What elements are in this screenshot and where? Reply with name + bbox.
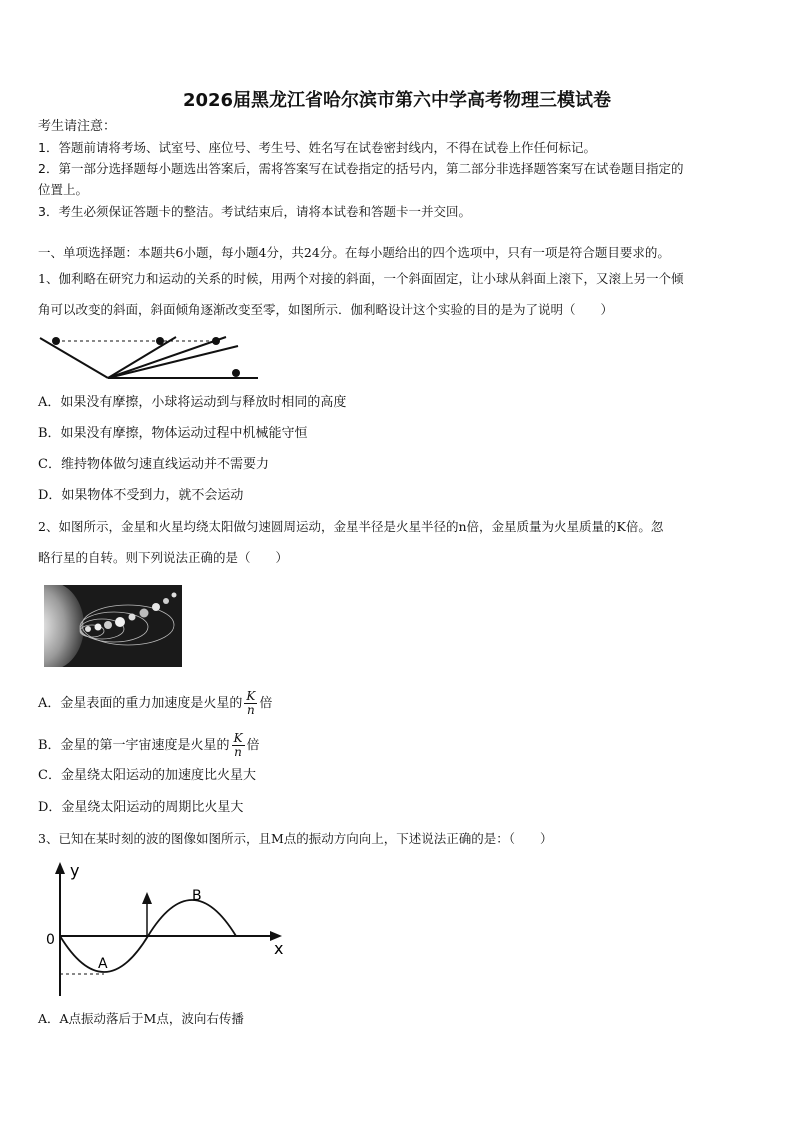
q2-option-b-suffix: 倍 [246,738,260,753]
q1-option-d: D．如果物体不受到力，就不会运动 [38,488,244,503]
q3-m-arrow-head [142,892,152,904]
q1-option-a: A．如果没有摩擦，小球将运动到与释放时相同的高度 [38,395,347,410]
q2-stem-line2: 略行星的自转。则下列说法正确的是（ ） [38,550,289,565]
fraction-numerator: K [233,731,243,745]
q2-option-a-text: A．金星表面的重力加速度是火星的 [38,696,243,711]
q3-x-label: x [274,939,284,958]
q1-stem-line1: 1、伽利略在研究力和运动的关系的时候，用两个对接的斜面，一个斜面固定，让小球从斜面上滚下，又滚上另一个倾 [38,271,684,286]
q1-ball-ground [232,369,240,377]
q2-option-a-fraction [244,690,257,717]
q1-ball-steep [156,337,164,345]
q2-option-b-text: B．金星的第一宇宙速度是火星的 [38,738,230,753]
notice-item-1: 1．答题前请将考场、试室号、座位号、考生号、姓名写在试卷密封线内，不得在试卷上作任何标记。 [38,140,596,155]
q1-option-c: C．维持物体做匀速直线运动并不需要力 [38,457,269,472]
q1-ball-start [52,337,60,345]
q1-inclines-diagram [38,332,262,384]
page-title: 2026届黑龙江省哈尔滨市第六中学高考物理三模试卷 [182,90,612,111]
q3-point-a-label: A [98,956,108,972]
q3-origin-label: 0 [46,932,55,948]
q3-y-axis-arrow [55,862,65,874]
q3-wave-graph [44,858,296,1002]
q2-option-c: C．金星绕太阳运动的加速度比火星大 [38,768,256,783]
section-heading: 一、单项选择题：本题共6小题，每小题4分，共24分。在每小题给出的四个选项中，只有一项是符合题目要求的。 [38,245,670,260]
q2-option-b-fraction [232,732,245,759]
q1-ball-mid [212,337,220,345]
q3-y-label: y [70,861,80,880]
q3-point-b-label: B [192,888,202,904]
q2-option-a-suffix: 倍 [259,696,273,711]
notice-heading: 考生请注意： [38,119,117,134]
fraction-numerator: K [246,689,256,703]
q2-stem-line1: 2、如图所示，金星和火星均绕太阳做匀速圆周运动，金星半径是火星半径的n倍，金星质量为火星质量的K倍。忽 [38,519,664,534]
q2-option-b [38,732,260,759]
q2-solar-system-image [44,585,182,667]
notice-item-3: 3．考生必须保证答题卡的整洁。考试结束后，请将本试卷和答题卡一并交回。 [38,204,471,219]
notice-item-2: 2．第一部分选择题每小题选出答案后，需将答案写在试卷指定的括号内，第二部分非选择题答案写在试卷题目指定的 [38,161,684,176]
q2-option-a [38,690,272,717]
fraction-denominator: n [247,703,255,717]
q1-incline-shallow [108,346,238,378]
q3-option-a: A．A点振动落后于M点，波向右传播 [38,1011,244,1026]
q2-option-d: D．金星绕太阳运动的周期比火星大 [38,800,244,815]
q1-option-b: B．如果没有摩擦，物体运动过程中机械能守恒 [38,426,308,441]
fraction-denominator: n [234,745,242,759]
q1-fixed-incline [40,338,108,378]
notice-item-2-cont: 位置上。 [38,182,89,197]
q3-stem: 3、已知在某时刻的波的图像如图所示，且M点的振动方向向上，下述说法正确的是：（ ） [38,831,553,846]
q1-stem-line2: 角可以改变的斜面，斜面倾角逐渐改变至零，如图所示．伽利略设计这个实验的目的是为了说明（ ） [38,302,614,317]
